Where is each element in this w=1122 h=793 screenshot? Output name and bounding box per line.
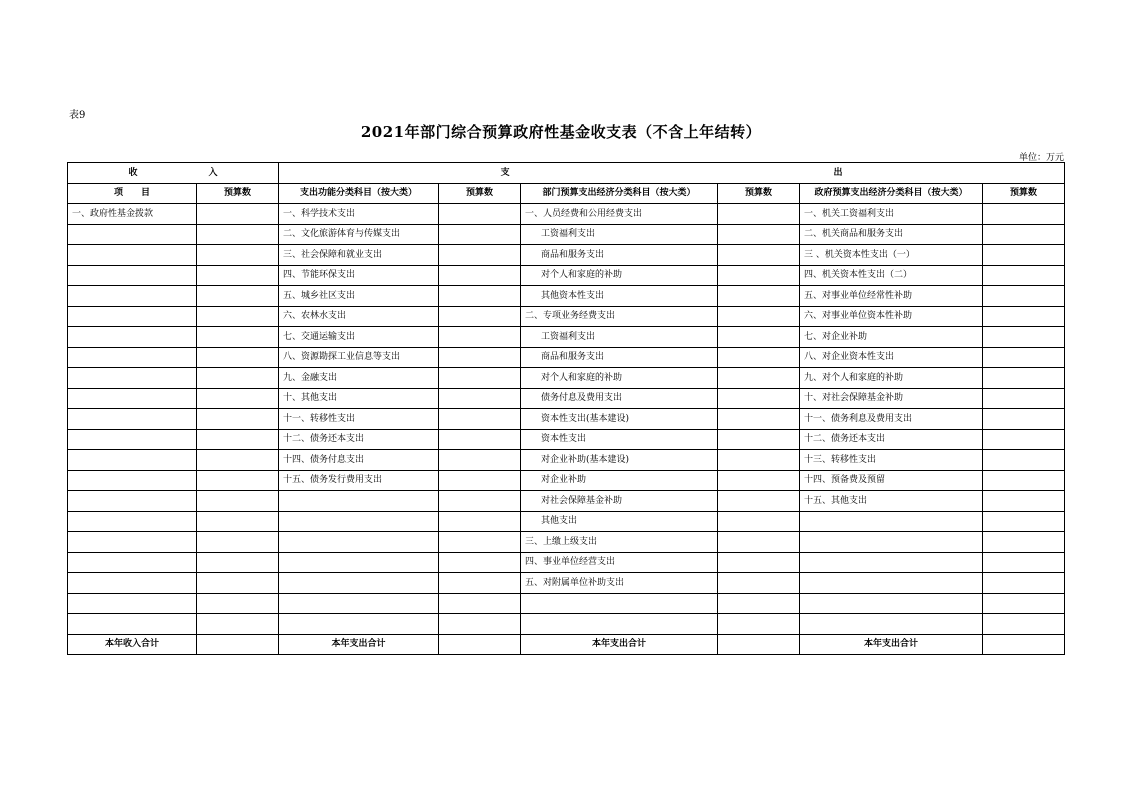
cell-income-budget — [197, 368, 279, 389]
cell-dept-budget — [718, 593, 800, 614]
cell-gov-item: 五、对事业单位经常性补助 — [800, 286, 983, 307]
cell-gov-budget — [983, 368, 1065, 389]
cell-income-item — [68, 286, 197, 307]
cell-income-item — [68, 409, 197, 430]
cell-gov-item — [800, 552, 983, 573]
table-row — [68, 265, 1065, 286]
cell-income-budget — [197, 347, 279, 368]
cell-dept-budget — [718, 306, 800, 327]
table-row — [68, 327, 1065, 348]
cell-func-item: 六、农林水支出 — [279, 306, 439, 327]
cell-gov-budget — [983, 265, 1065, 286]
cell-dept-item: 三、上缴上级支出 — [521, 532, 718, 553]
cell-income-budget — [197, 450, 279, 471]
cell-gov-budget — [983, 286, 1065, 307]
cell-gov-budget — [983, 204, 1065, 225]
cell-income-item — [68, 265, 197, 286]
cell-dept-item: 商品和服务支出 — [521, 347, 718, 368]
column-header-row — [68, 183, 1065, 204]
cell-income-budget — [197, 491, 279, 512]
cell-income-budget — [197, 327, 279, 348]
cell-dept-budget — [718, 286, 800, 307]
cell-dept-budget — [718, 552, 800, 573]
cell-gov-item: 六、对事业单位资本性补助 — [800, 306, 983, 327]
cell-dept-budget — [718, 532, 800, 553]
cell-dept-item: 对企业补助(基本建设) — [521, 450, 718, 471]
cell-dept-item: 对社会保障基金补助 — [521, 491, 718, 512]
cell-gov-budget — [983, 491, 1065, 512]
col-header-budget-2: 预算数 — [439, 183, 521, 204]
cell-func-item — [279, 552, 439, 573]
income-header-char-2: 入 — [208, 167, 218, 178]
cell-func-item — [279, 593, 439, 614]
table-row — [68, 593, 1065, 614]
cell-func-budget — [439, 491, 521, 512]
table-row — [68, 388, 1065, 409]
cell-dept-total-budget — [718, 634, 800, 655]
cell-gov-item: 十四、预备费及预留 — [800, 470, 983, 491]
cell-dept-budget — [718, 265, 800, 286]
cell-dept-budget — [718, 204, 800, 225]
cell-income-item — [68, 306, 197, 327]
cell-gov-budget — [983, 245, 1065, 266]
cell-gov-budget — [983, 470, 1065, 491]
table-row — [68, 573, 1065, 594]
cell-func-budget — [439, 224, 521, 245]
cell-gov-item: 三 、机关资本性支出（一） — [800, 245, 983, 266]
cell-func-budget — [439, 204, 521, 225]
expense-section-header — [279, 163, 1065, 184]
cell-gov-budget — [983, 429, 1065, 450]
cell-dept-budget — [718, 224, 800, 245]
cell-dept-item: 资本性支出 — [521, 429, 718, 450]
cell-dept-budget — [718, 429, 800, 450]
table-row — [68, 511, 1065, 532]
cell-func-item: 十五、债务发行费用支出 — [279, 470, 439, 491]
cell-gov-budget — [983, 388, 1065, 409]
cell-dept-budget — [718, 347, 800, 368]
cell-func-budget — [439, 245, 521, 266]
cell-func-item: 九、金融支出 — [279, 368, 439, 389]
cell-gov-item: 七、对企业补助 — [800, 327, 983, 348]
cell-income-total: 本年收入合计 — [68, 634, 197, 655]
cell-func-budget — [439, 614, 521, 635]
cell-func-item — [279, 511, 439, 532]
expense-header-char-1: 支 — [500, 167, 510, 178]
cell-income-budget — [197, 306, 279, 327]
table-row — [68, 368, 1065, 389]
cell-dept-budget — [718, 450, 800, 471]
cell-func-budget — [439, 409, 521, 430]
cell-dept-budget — [718, 368, 800, 389]
cell-income-budget — [197, 429, 279, 450]
cell-income-budget — [197, 532, 279, 553]
cell-func-budget — [439, 552, 521, 573]
cell-dept-item: 五、对附属单位补助支出 — [521, 573, 718, 594]
cell-gov-item — [800, 511, 983, 532]
col-header-gov-econ: 政府预算支出经济分类科目（按大类） — [800, 183, 983, 204]
col-header-func-class: 支出功能分类科目（按大类） — [279, 183, 439, 204]
cell-func-item: 一、科学技术支出 — [279, 204, 439, 225]
cell-gov-item: 十三、转移性支出 — [800, 450, 983, 471]
cell-gov-item: 十二、债务还本支出 — [800, 429, 983, 450]
cell-dept-budget — [718, 245, 800, 266]
cell-income-item — [68, 327, 197, 348]
cell-dept-item: 一、人员经费和公用经费支出 — [521, 204, 718, 225]
cell-func-budget — [439, 347, 521, 368]
cell-func-budget — [439, 368, 521, 389]
table-row — [68, 532, 1065, 553]
cell-gov-budget — [983, 573, 1065, 594]
cell-income-total-budget — [197, 634, 279, 655]
cell-gov-item: 一、机关工资福利支出 — [800, 204, 983, 225]
col-header-budget-4: 预算数 — [983, 183, 1065, 204]
cell-income-budget — [197, 470, 279, 491]
cell-income-item — [68, 388, 197, 409]
cell-dept-item: 对企业补助 — [521, 470, 718, 491]
cell-gov-item: 八、对企业资本性支出 — [800, 347, 983, 368]
cell-func-item — [279, 491, 439, 512]
cell-func-budget — [439, 470, 521, 491]
cell-gov-item: 四、机关资本性支出（二） — [800, 265, 983, 286]
cell-func-budget — [439, 265, 521, 286]
totals-row — [68, 634, 1065, 655]
cell-income-item — [68, 552, 197, 573]
cell-gov-item — [800, 532, 983, 553]
cell-dept-item: 四、事业单位经营支出 — [521, 552, 718, 573]
cell-dept-budget — [718, 573, 800, 594]
cell-dept-item: 工资福利支出 — [521, 327, 718, 348]
cell-income-budget — [197, 224, 279, 245]
cell-gov-budget — [983, 532, 1065, 553]
table-row — [68, 204, 1065, 225]
cell-dept-total: 本年支出合计 — [521, 634, 718, 655]
cell-dept-item: 资本性支出(基本建设) — [521, 409, 718, 430]
table-body — [68, 163, 1065, 655]
cell-income-budget — [197, 245, 279, 266]
cell-func-budget — [439, 450, 521, 471]
cell-income-budget — [197, 204, 279, 225]
cell-gov-budget — [983, 224, 1065, 245]
table-row — [68, 286, 1065, 307]
cell-income-budget — [197, 265, 279, 286]
cell-income-item — [68, 347, 197, 368]
cell-gov-budget — [983, 511, 1065, 532]
table-row — [68, 614, 1065, 635]
cell-gov-budget — [983, 327, 1065, 348]
cell-func-total: 本年支出合计 — [279, 634, 439, 655]
cell-gov-total: 本年支出合计 — [800, 634, 983, 655]
cell-func-item — [279, 573, 439, 594]
table-row — [68, 409, 1065, 430]
cell-func-budget — [439, 593, 521, 614]
table-row — [68, 245, 1065, 266]
col-header-budget-1: 预算数 — [197, 183, 279, 204]
budget-table — [67, 162, 1065, 655]
cell-gov-item: 二、机关商品和服务支出 — [800, 224, 983, 245]
cell-func-total-budget — [439, 634, 521, 655]
cell-gov-budget — [983, 409, 1065, 430]
cell-func-item: 四、节能环保支出 — [279, 265, 439, 286]
cell-income-budget — [197, 388, 279, 409]
cell-func-budget — [439, 327, 521, 348]
cell-gov-budget — [983, 593, 1065, 614]
cell-func-item — [279, 532, 439, 553]
cell-dept-item: 其他支出 — [521, 511, 718, 532]
cell-dept-item: 工资福利支出 — [521, 224, 718, 245]
cell-func-item: 七、交通运输支出 — [279, 327, 439, 348]
cell-func-item: 八、资源勘探工业信息等支出 — [279, 347, 439, 368]
cell-income-item — [68, 245, 197, 266]
cell-func-budget — [439, 573, 521, 594]
cell-income-budget — [197, 573, 279, 594]
cell-gov-item: 十五、其他支出 — [800, 491, 983, 512]
cell-income-item — [68, 368, 197, 389]
cell-func-budget — [439, 388, 521, 409]
cell-income-item — [68, 450, 197, 471]
cell-func-item — [279, 614, 439, 635]
cell-func-item: 十二、债务还本支出 — [279, 429, 439, 450]
col-header-item: 项 目 — [68, 183, 197, 204]
table-row — [68, 450, 1065, 471]
col-header-budget-3: 预算数 — [718, 183, 800, 204]
cell-func-budget — [439, 306, 521, 327]
table-row — [68, 470, 1065, 491]
cell-income-item — [68, 511, 197, 532]
cell-gov-budget — [983, 306, 1065, 327]
cell-dept-budget — [718, 327, 800, 348]
cell-income-item — [68, 614, 197, 635]
table-row — [68, 491, 1065, 512]
cell-func-budget — [439, 286, 521, 307]
section-header-row — [68, 163, 1065, 184]
col-header-dept-econ: 部门预算支出经济分类科目（按大类） — [521, 183, 718, 204]
cell-gov-budget — [983, 552, 1065, 573]
unit-label: 单位：万元 — [1018, 153, 1064, 163]
cell-gov-budget — [983, 347, 1065, 368]
cell-dept-item: 其他资本性支出 — [521, 286, 718, 307]
cell-func-budget — [439, 511, 521, 532]
cell-dept-item: 债务付息及费用支出 — [521, 388, 718, 409]
cell-income-item — [68, 573, 197, 594]
cell-dept-item: 二、专项业务经费支出 — [521, 306, 718, 327]
cell-func-budget — [439, 429, 521, 450]
table-row — [68, 552, 1065, 573]
cell-gov-item — [800, 614, 983, 635]
cell-income-item — [68, 491, 197, 512]
cell-func-item: 十、其他支出 — [279, 388, 439, 409]
cell-dept-budget — [718, 614, 800, 635]
cell-income-item — [68, 224, 197, 245]
cell-dept-item — [521, 614, 718, 635]
cell-gov-item: 十一、债务利息及费用支出 — [800, 409, 983, 430]
income-section-header — [68, 163, 279, 184]
cell-gov-item: 九、对个人和家庭的补助 — [800, 368, 983, 389]
page-title: 2021年部门综合预算政府性基金收支表（不含上年结转） — [360, 123, 762, 141]
cell-dept-budget — [718, 388, 800, 409]
cell-income-item — [68, 593, 197, 614]
cell-gov-budget — [983, 450, 1065, 471]
cell-func-item: 十四、债务付息支出 — [279, 450, 439, 471]
cell-func-item: 十一、转移性支出 — [279, 409, 439, 430]
table-row — [68, 347, 1065, 368]
cell-dept-budget — [718, 511, 800, 532]
table-number: 表9 — [69, 110, 86, 121]
income-header-char-1: 收 — [128, 167, 138, 178]
cell-income-item: 一、政府性基金拨款 — [68, 204, 197, 225]
cell-gov-total-budget — [983, 634, 1065, 655]
cell-dept-budget — [718, 409, 800, 430]
cell-income-budget — [197, 552, 279, 573]
cell-func-item: 二、文化旅游体育与传媒支出 — [279, 224, 439, 245]
cell-income-budget — [197, 593, 279, 614]
cell-dept-budget — [718, 491, 800, 512]
cell-func-item: 三、社会保障和就业支出 — [279, 245, 439, 266]
cell-gov-item: 十、对社会保障基金补助 — [800, 388, 983, 409]
cell-gov-budget — [983, 614, 1065, 635]
table-row — [68, 306, 1065, 327]
cell-income-budget — [197, 286, 279, 307]
table-row — [68, 224, 1065, 245]
cell-income-budget — [197, 409, 279, 430]
cell-dept-budget — [718, 470, 800, 491]
cell-income-budget — [197, 614, 279, 635]
expense-header-char-2: 出 — [833, 167, 843, 178]
cell-func-item: 五、城乡社区支出 — [279, 286, 439, 307]
cell-income-item — [68, 429, 197, 450]
cell-dept-item — [521, 593, 718, 614]
cell-gov-item — [800, 573, 983, 594]
cell-income-item — [68, 532, 197, 553]
cell-func-budget — [439, 532, 521, 553]
cell-dept-item: 对个人和家庭的补助 — [521, 368, 718, 389]
cell-income-item — [68, 470, 197, 491]
table-row — [68, 429, 1065, 450]
cell-income-budget — [197, 511, 279, 532]
cell-gov-item — [800, 593, 983, 614]
cell-dept-item: 对个人和家庭的补助 — [521, 265, 718, 286]
cell-dept-item: 商品和服务支出 — [521, 245, 718, 266]
